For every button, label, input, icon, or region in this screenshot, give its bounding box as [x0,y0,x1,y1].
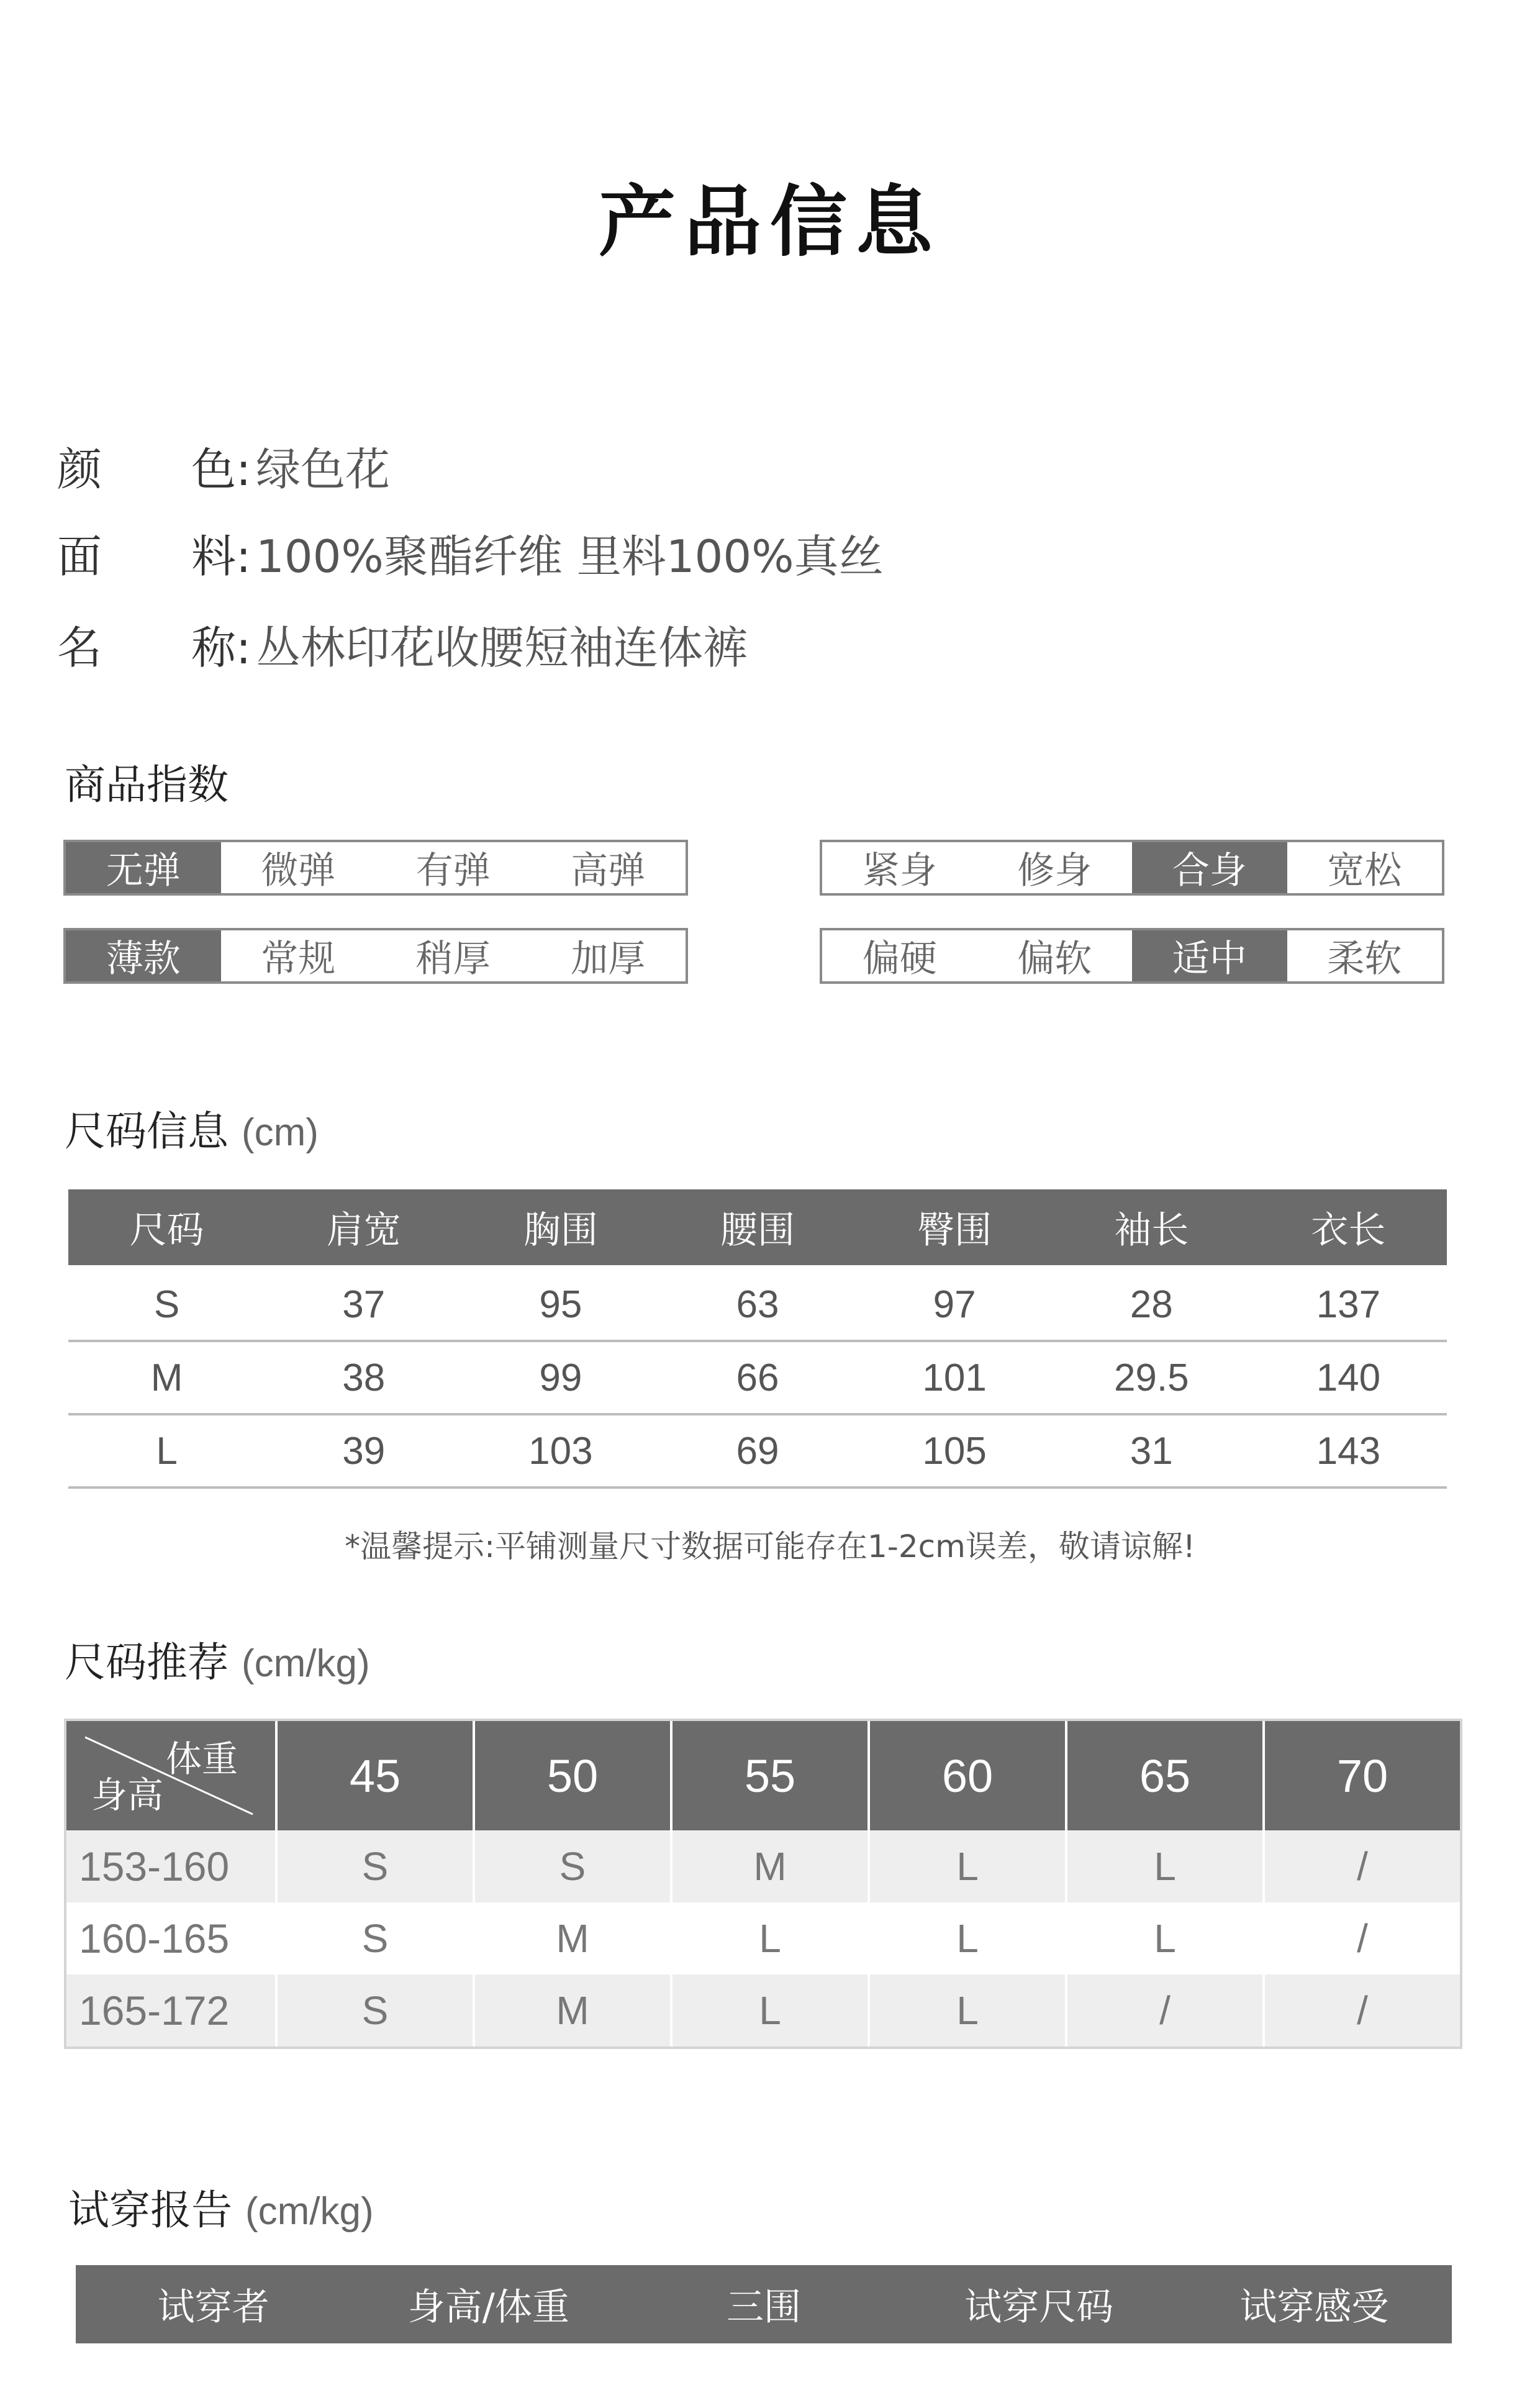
size-cell: 99 [539,1356,582,1399]
height-range-cell: 153-160 [79,1843,230,1889]
recommend-cell: / [1262,1902,1460,1974]
softness-option-soft-ish: 偏软 [1017,937,1092,981]
elasticity-scale [63,840,688,896]
size-header-cell: 肩宽 [326,1209,401,1252]
fabric-label: 面 料: [57,530,251,583]
fit-option-slim: 修身 [1017,849,1092,893]
size-cell: 63 [736,1283,779,1326]
color-row [57,434,390,498]
recommend-cell: L [867,1830,1065,1902]
table-row [68,1269,1447,1342]
recommend-cell: L [1065,1902,1262,1974]
size-cell: 101 [922,1356,987,1399]
thickness-option-normal: 常规 [261,937,336,981]
recommend-title-text: 尺码推荐 [65,1638,229,1686]
recommend-cell: M [473,1902,670,1974]
size-cell: 29.5 [1113,1356,1189,1399]
thickness-option-thin: 薄款 [66,930,221,981]
recommend-corner-cell [66,1721,275,1830]
elasticity-option-high: 高弹 [571,849,646,893]
color-value: 绿色花 [256,443,391,496]
fit-option-tight: 紧身 [862,849,937,893]
recommend-table-header [66,1721,1460,1830]
size-cell: M [150,1356,183,1399]
corner-height-label: 身高 [91,1775,164,1815]
size-header-cell: 衣长 [1311,1209,1386,1252]
size-header-cell: 臀围 [917,1209,992,1252]
fabric-value: 100%聚酯纤维 里料100%真丝 [256,530,884,583]
page-title: 产品信息 [598,178,941,267]
softness-option-medium: 适中 [1132,930,1287,981]
elasticity-option-slight: 微弹 [261,849,336,893]
size-header-cell: 尺码 [129,1209,204,1252]
weight-header-cell: 70 [1262,1721,1460,1830]
tryon-header-cell: 三围 [727,2286,801,2329]
thickness-scale [63,928,688,984]
size-cell: 97 [933,1283,976,1326]
recommend-cell: / [1262,1830,1460,1902]
table-row [68,1415,1447,1489]
size-cell: 31 [1130,1429,1173,1473]
size-cell: 39 [342,1429,386,1473]
table-row [68,1342,1447,1415]
table-row [66,1902,1460,1974]
size-info-unit: (cm) [241,1111,319,1154]
size-cell: 143 [1316,1429,1381,1473]
tryon-title-text: 试穿报告 [68,2186,232,2234]
recommend-cell: S [275,1902,473,1974]
size-header-cell: 腰围 [720,1209,795,1252]
softness-scale [820,928,1444,984]
height-range-cell: 165-172 [79,1988,230,2033]
tryon-header-cell: 试穿者 [157,2286,270,2329]
recommend-cell: / [1065,1974,1262,2047]
size-cell: L [156,1429,178,1473]
size-table-header [68,1189,1447,1265]
name-value: 丛林印花收腰短袖连体裤 [256,622,748,674]
recommend-cell: M [473,1974,670,2047]
fit-option-loose: 宽松 [1327,849,1402,893]
tryon-unit: (cm/kg) [245,2190,374,2233]
size-cell: 37 [342,1283,386,1326]
weight-header-cell: 50 [473,1721,670,1830]
size-header-cell: 胸围 [523,1209,598,1252]
name-row [57,612,748,676]
indices-title: 商品指数 [65,761,229,809]
corner-weight-label: 体重 [165,1739,238,1779]
elasticity-option-some: 有弹 [415,849,491,893]
size-cell: 103 [528,1429,593,1473]
size-info-title-text: 尺码信息 [65,1107,229,1155]
recommend-cell: L [670,1902,867,1974]
softness-option-soft: 柔软 [1327,937,1402,981]
tryon-table-header [76,2265,1452,2343]
height-range-cell: 160-165 [79,1915,230,1961]
softness-option-stiff: 偏硬 [862,937,937,981]
size-cell: 137 [1316,1283,1381,1326]
recommend-cell: S [275,1974,473,2047]
fabric-row [57,520,884,585]
thickness-option-thicker: 稍厚 [415,937,491,981]
table-row [66,1830,1460,1902]
recommend-cell: S [473,1830,670,1902]
recommend-cell: / [1262,1974,1460,2047]
weight-header-cell: 60 [867,1721,1065,1830]
tryon-header-cell: 试穿尺码 [964,2286,1114,2329]
fit-option-regular: 合身 [1132,842,1287,893]
recommend-table [64,1719,1462,2049]
size-cell: 38 [342,1356,386,1399]
recommend-cell: L [867,1902,1065,1974]
recommend-title [65,1629,370,1688]
recommend-cell: L [867,1974,1065,2047]
size-info-title [65,1098,319,1157]
measurement-note: *温馨提示:平铺测量尺寸数据可能存在1-2cm误差，敬请谅解! [345,1529,1195,1565]
weight-header-cell: 55 [670,1721,867,1830]
size-header-cell: 袖长 [1114,1209,1189,1252]
size-cell: 140 [1316,1356,1381,1399]
recommend-cell: S [275,1830,473,1902]
size-cell: 105 [922,1429,987,1473]
recommend-cell: M [670,1830,867,1902]
recommend-cell: L [1065,1830,1262,1902]
size-cell: S [153,1283,180,1326]
weight-header-cell: 65 [1065,1721,1262,1830]
recommend-cell: L [670,1974,867,2047]
tryon-title [68,2177,374,2236]
tryon-header-cell: 试穿感受 [1239,2286,1389,2329]
name-label: 名 称: [57,622,251,674]
size-cell: 69 [736,1429,779,1473]
size-cell: 28 [1130,1283,1173,1326]
size-cell: 66 [736,1356,779,1399]
tryon-header-cell: 身高/体重 [407,2286,569,2329]
size-cell: 95 [539,1283,582,1326]
elasticity-option-none: 无弹 [66,842,221,893]
recommend-unit: (cm/kg) [241,1642,370,1685]
weight-header-cell: 45 [275,1721,473,1830]
fit-scale [820,840,1444,896]
table-row [66,1974,1460,2047]
color-label: 颜 色: [57,443,251,496]
thickness-option-thick: 加厚 [571,937,646,981]
